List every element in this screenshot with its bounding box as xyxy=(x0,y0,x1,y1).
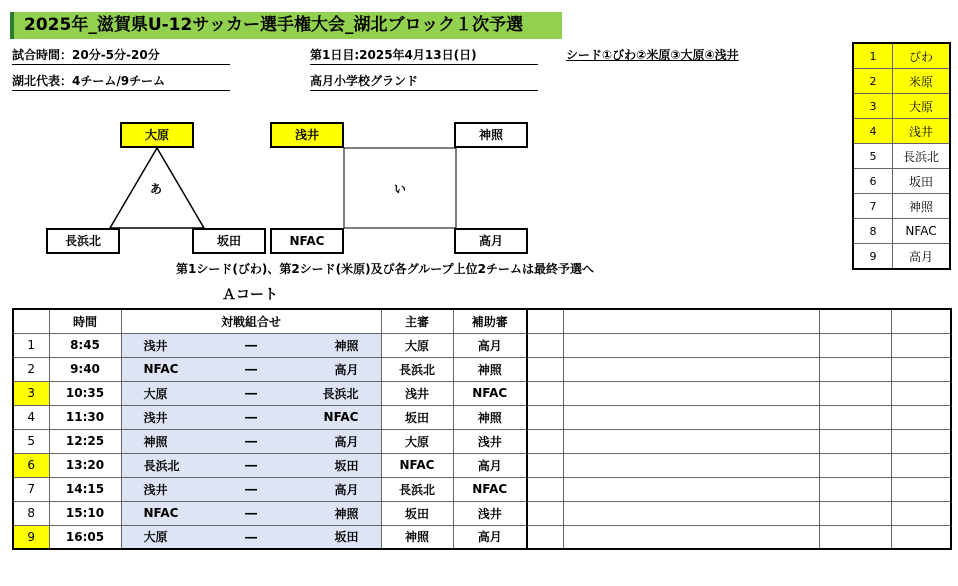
blank-cell xyxy=(527,429,563,453)
schedule-row xyxy=(13,525,951,549)
blank-cell xyxy=(563,333,819,357)
blank-cell xyxy=(563,381,819,405)
referee: 坂田 xyxy=(381,501,453,525)
blank-cell xyxy=(891,405,951,429)
seed-number: 9 xyxy=(853,244,893,270)
blank-cell xyxy=(819,501,891,525)
match-time: 試合時間：20分-5分-20分 xyxy=(12,46,230,65)
seed-note: シード①びわ②米原③大原④浅井 xyxy=(566,48,739,62)
referee: 浅井 xyxy=(381,381,453,405)
schedule-row xyxy=(13,381,951,405)
home-team: 浅井 xyxy=(121,333,221,357)
match-time: 16:05 xyxy=(49,525,121,549)
header-no xyxy=(13,309,49,333)
group-i-top-right-team: 神照 xyxy=(454,122,528,148)
assistant-referee: 神照 xyxy=(453,405,527,429)
blank-cell xyxy=(891,333,951,357)
blank-cell xyxy=(527,525,563,549)
seed-number: 3 xyxy=(853,94,893,119)
blank-cell xyxy=(563,501,819,525)
match-time: 13:20 xyxy=(49,453,121,477)
group-i-bottom-left-team: NFAC xyxy=(270,228,344,254)
court-label: Ａコート xyxy=(222,287,278,303)
blank-cell xyxy=(563,453,819,477)
schedule-table xyxy=(12,308,952,550)
home-team: 浅井 xyxy=(121,405,221,429)
match-time: 12:25 xyxy=(49,429,121,453)
group-a-label: あ xyxy=(150,182,163,196)
away-team: NFAC xyxy=(281,405,381,429)
schedule-row xyxy=(13,405,951,429)
seed-team: 長浜北 xyxy=(893,144,951,169)
away-team: 神照 xyxy=(281,501,381,525)
blank-cell xyxy=(563,477,819,501)
assistant-referee: 高月 xyxy=(453,525,527,549)
match-number: 9 xyxy=(13,525,49,549)
header-referee: 主審 xyxy=(381,309,453,333)
seed-team: びわ xyxy=(893,43,951,69)
header-blank-2 xyxy=(563,309,819,333)
header-assistant: 補助審 xyxy=(453,309,527,333)
match-dash: ― xyxy=(221,405,281,429)
home-team: 長浜北 xyxy=(121,453,221,477)
seed-team: 浅井 xyxy=(893,119,951,144)
schedule-header-row xyxy=(13,309,951,333)
schedule-row xyxy=(13,453,951,477)
blank-cell xyxy=(563,525,819,549)
schedule-row xyxy=(13,429,951,453)
referee: NFAC xyxy=(381,453,453,477)
blank-cell xyxy=(891,525,951,549)
header-blank-3 xyxy=(819,309,891,333)
group-i-label: い xyxy=(394,182,407,196)
seed-team: 高月 xyxy=(893,244,951,270)
seed-team: NFAC xyxy=(893,219,951,244)
referee: 大原 xyxy=(381,333,453,357)
blank-cell xyxy=(563,429,819,453)
home-team: NFAC xyxy=(121,501,221,525)
schedule-row xyxy=(13,357,951,381)
match-dash: ― xyxy=(221,525,281,549)
match-dash: ― xyxy=(221,357,281,381)
blank-cell xyxy=(527,501,563,525)
away-team: 高月 xyxy=(281,357,381,381)
blank-cell xyxy=(563,405,819,429)
seed-number: 5 xyxy=(853,144,893,169)
match-dash: ― xyxy=(221,453,281,477)
referee: 長浜北 xyxy=(381,357,453,381)
group-i-top-left-team: 浅井 xyxy=(270,122,344,148)
blank-cell xyxy=(819,525,891,549)
blank-cell xyxy=(819,477,891,501)
home-team: 浅井 xyxy=(121,477,221,501)
match-time: 8:45 xyxy=(49,333,121,357)
blank-cell xyxy=(527,405,563,429)
match-dash: ― xyxy=(221,501,281,525)
blank-cell xyxy=(891,477,951,501)
schedule-row xyxy=(13,333,951,357)
blank-cell xyxy=(891,357,951,381)
match-time: 9:40 xyxy=(49,357,121,381)
representatives: 湖北代表：4チーム/9チーム xyxy=(12,72,230,91)
header-time: 時間 xyxy=(49,309,121,333)
blank-cell xyxy=(891,429,951,453)
home-team: 神照 xyxy=(121,429,221,453)
away-team: 坂田 xyxy=(281,525,381,549)
match-number: 6 xyxy=(13,453,49,477)
referee: 神照 xyxy=(381,525,453,549)
away-team: 高月 xyxy=(281,477,381,501)
assistant-referee: NFAC xyxy=(453,381,527,405)
match-number: 1 xyxy=(13,333,49,357)
blank-cell xyxy=(527,381,563,405)
away-team: 長浜北 xyxy=(281,381,381,405)
header-match: 対戦組合せ xyxy=(121,309,381,333)
seed-number: 8 xyxy=(853,219,893,244)
seed-team: 神照 xyxy=(893,194,951,219)
assistant-referee: 浅井 xyxy=(453,501,527,525)
venue: 高月小学校グランド xyxy=(310,72,538,91)
home-team: 大原 xyxy=(121,525,221,549)
blank-cell xyxy=(527,333,563,357)
seed-team: 坂田 xyxy=(893,169,951,194)
assistant-referee: 浅井 xyxy=(453,429,527,453)
match-number: 7 xyxy=(13,477,49,501)
seed-number: 7 xyxy=(853,194,893,219)
assistant-referee: 高月 xyxy=(453,453,527,477)
home-team: 大原 xyxy=(121,381,221,405)
match-number: 3 xyxy=(13,381,49,405)
blank-cell xyxy=(527,453,563,477)
group-a-top-team: 大原 xyxy=(120,122,194,148)
blank-cell xyxy=(527,477,563,501)
blank-cell xyxy=(819,381,891,405)
seed-number: 1 xyxy=(853,43,893,69)
referee: 坂田 xyxy=(381,405,453,429)
day-one-date: 第1日目:2025年4月13日(日) xyxy=(310,46,538,65)
group-i-bottom-right-team: 高月 xyxy=(454,228,528,254)
match-number: 2 xyxy=(13,357,49,381)
blank-cell xyxy=(819,429,891,453)
match-number: 5 xyxy=(13,429,49,453)
blank-cell xyxy=(819,357,891,381)
assistant-referee: NFAC xyxy=(453,477,527,501)
away-team: 坂田 xyxy=(281,453,381,477)
assistant-referee: 神照 xyxy=(453,357,527,381)
seed-number: 2 xyxy=(853,69,893,94)
match-number: 8 xyxy=(13,501,49,525)
away-team: 神照 xyxy=(281,333,381,357)
blank-cell xyxy=(819,333,891,357)
seed-team: 米原 xyxy=(893,69,951,94)
away-team: 高月 xyxy=(281,429,381,453)
blank-cell xyxy=(891,453,951,477)
blank-cell xyxy=(891,501,951,525)
header-blank-1 xyxy=(527,309,563,333)
blank-cell xyxy=(527,357,563,381)
page-title: 2025年_滋賀県U-12サッカー選手権大会_湖北ブロック１次予選 xyxy=(10,12,562,39)
referee: 大原 xyxy=(381,429,453,453)
match-time: 10:35 xyxy=(49,381,121,405)
match-number: 4 xyxy=(13,405,49,429)
seed-number: 6 xyxy=(853,169,893,194)
blank-cell xyxy=(563,357,819,381)
blank-cell xyxy=(819,453,891,477)
blank-cell xyxy=(891,381,951,405)
seed-team: 大原 xyxy=(893,94,951,119)
schedule-row xyxy=(13,501,951,525)
qualification-note: 第1シード(びわ)、第2シード(米原)及び各グループ上位2チームは最終予選へ xyxy=(176,262,595,276)
match-dash: ― xyxy=(221,477,281,501)
match-time: 14:15 xyxy=(49,477,121,501)
match-dash: ― xyxy=(221,381,281,405)
group-a-left-team: 長浜北 xyxy=(46,228,120,254)
home-team: NFAC xyxy=(121,357,221,381)
schedule-row xyxy=(13,477,951,501)
match-dash: ― xyxy=(221,333,281,357)
match-dash: ― xyxy=(221,429,281,453)
referee: 長浜北 xyxy=(381,477,453,501)
match-time: 15:10 xyxy=(49,501,121,525)
blank-cell xyxy=(819,405,891,429)
header-blank-4 xyxy=(891,309,951,333)
assistant-referee: 高月 xyxy=(453,333,527,357)
match-time: 11:30 xyxy=(49,405,121,429)
group-a-right-team: 坂田 xyxy=(192,228,266,254)
seed-number: 4 xyxy=(853,119,893,144)
